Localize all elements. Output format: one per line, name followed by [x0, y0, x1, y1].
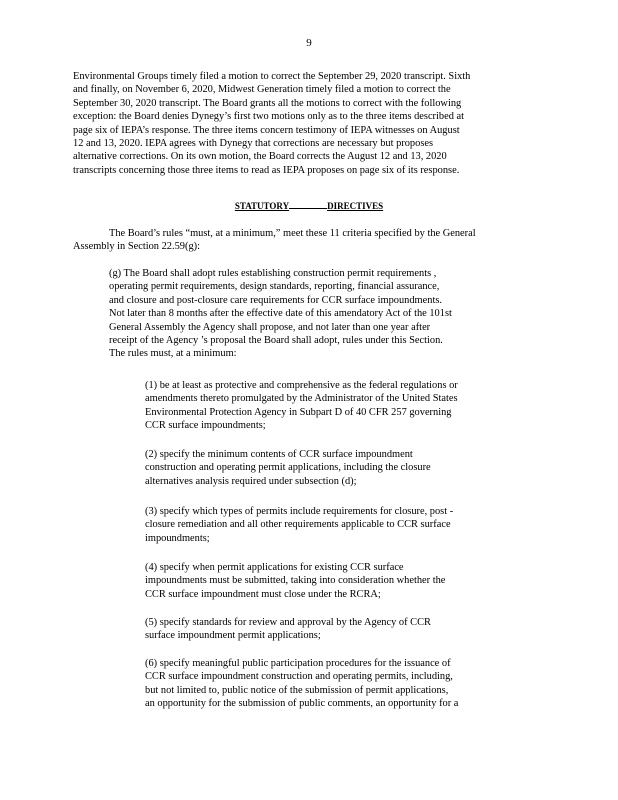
heading-word-statutory: STATUTORY: [234, 201, 290, 211]
block-quote-section-22-59g: [109, 267, 494, 361]
text-line: alternative corrections. On its own motion, the Board corrects the August 12 and 13, 2020: [73, 151, 447, 163]
text-line: September 30, 2020 transcript. The Board grants all the motions to correct with the following: [73, 97, 462, 109]
text-line: receipt of the Agency ’s proposal the Board shall adopt, rules under this Section.: [109, 335, 443, 347]
page-number: 9: [306, 37, 312, 49]
text-line: (g) The Board shall adopt rules establishing construction permit requirements ,: [109, 268, 437, 279]
criterion-3: [145, 505, 510, 545]
text-line: Environmental Groups timely filed a motion to correct the September 29, 2020 transcript. Sixth: [73, 71, 471, 82]
text-line: operating permit requirements, design standards, reporting, financial assurance,: [109, 281, 440, 293]
text-line: transcripts concerning those three items to read as IEPA proposes on page six of its response.: [73, 164, 460, 176]
text-line: General Assembly the Agency shall propose, and not later than one year after: [109, 321, 431, 333]
text-line: (1) be at least as protective and comprehensive as the federal regulations or: [145, 380, 458, 391]
text-line: The rules must, at a minimum:: [109, 348, 237, 360]
text-line: (6) specify meaningful public participation procedures for the issuance of: [145, 658, 451, 669]
paragraph-motions-to-correct: [73, 70, 518, 177]
text-line: surface impoundment permit applications;: [145, 630, 321, 642]
text-line: exception: the Board denies Dynegy’s first two motions only as to the three items described at: [73, 111, 465, 123]
text-line: an opportunity for the submission of public comments, an opportunity for a: [145, 698, 459, 710]
heading-word-directives: DIRECTIVES: [327, 201, 384, 211]
criterion-1: [145, 379, 510, 433]
criterion-5: [145, 616, 510, 643]
text-line: impoundments;: [145, 532, 210, 544]
text-line: (4) specify when permit applications for existing CCR surface: [145, 562, 404, 573]
criterion-2: [145, 448, 510, 488]
text-line: 12 and 13, 2020. IEPA agrees with Dynegy that corrections are necessary but proposes: [73, 138, 434, 150]
text-line: (5) specify standards for review and approval by the Agency of CCR: [145, 617, 431, 628]
text-line: Environmental Protection Agency in Subpart D of 40 CFR 257 governing: [145, 406, 452, 418]
paragraph-board-rules: [73, 227, 530, 254]
text-line: (2) specify the minimum contents of CCR surface impoundment: [145, 449, 413, 460]
text-line: amendments thereto promulgated by the Administrator of the United States: [145, 393, 458, 405]
section-heading: [0, 199, 618, 211]
criterion-4: [145, 561, 510, 601]
text-line: (3) specify which types of permits include requirements for closure, post -: [145, 506, 454, 517]
text-line: construction and operating permit applications, including the closure: [145, 462, 431, 474]
text-line: alternatives analysis required under subsection (d);: [145, 475, 357, 487]
text-line: The Board’s rules “must, at a minimum,” meet these 11 criteria specified by the General: [109, 228, 476, 239]
text-line: Not later than 8 months after the effective date of this amendatory Act of the 101st: [109, 308, 452, 320]
text-line: CCR surface impoundments;: [145, 420, 266, 432]
text-line: CCR surface impoundment must close under the RCRA;: [145, 588, 381, 600]
text-line: CCR surface impoundment construction and operating permits, including,: [145, 671, 453, 683]
criterion-6: [145, 657, 513, 711]
text-line: Assembly in Section 22.59(g):: [73, 241, 200, 253]
text-line: impoundments must be submitted, taking into consideration whether the: [145, 575, 446, 587]
heading-underline-gap: [289, 199, 327, 209]
text-line: closure remediation and all other requirements applicable to CCR surface: [145, 519, 451, 531]
text-line: and closure and post-closure care requirements for CCR surface impoundments.: [109, 294, 442, 306]
text-line: and finally, on November 6, 2020, Midwest Generation timely filed a motion to correct the: [73, 84, 451, 96]
text-line: but not limited to, public notice of the submission of permit applications,: [145, 684, 449, 696]
text-line: page six of IEPA’s response. The three items concern testimony of IEPA witnesses on August: [73, 124, 460, 136]
